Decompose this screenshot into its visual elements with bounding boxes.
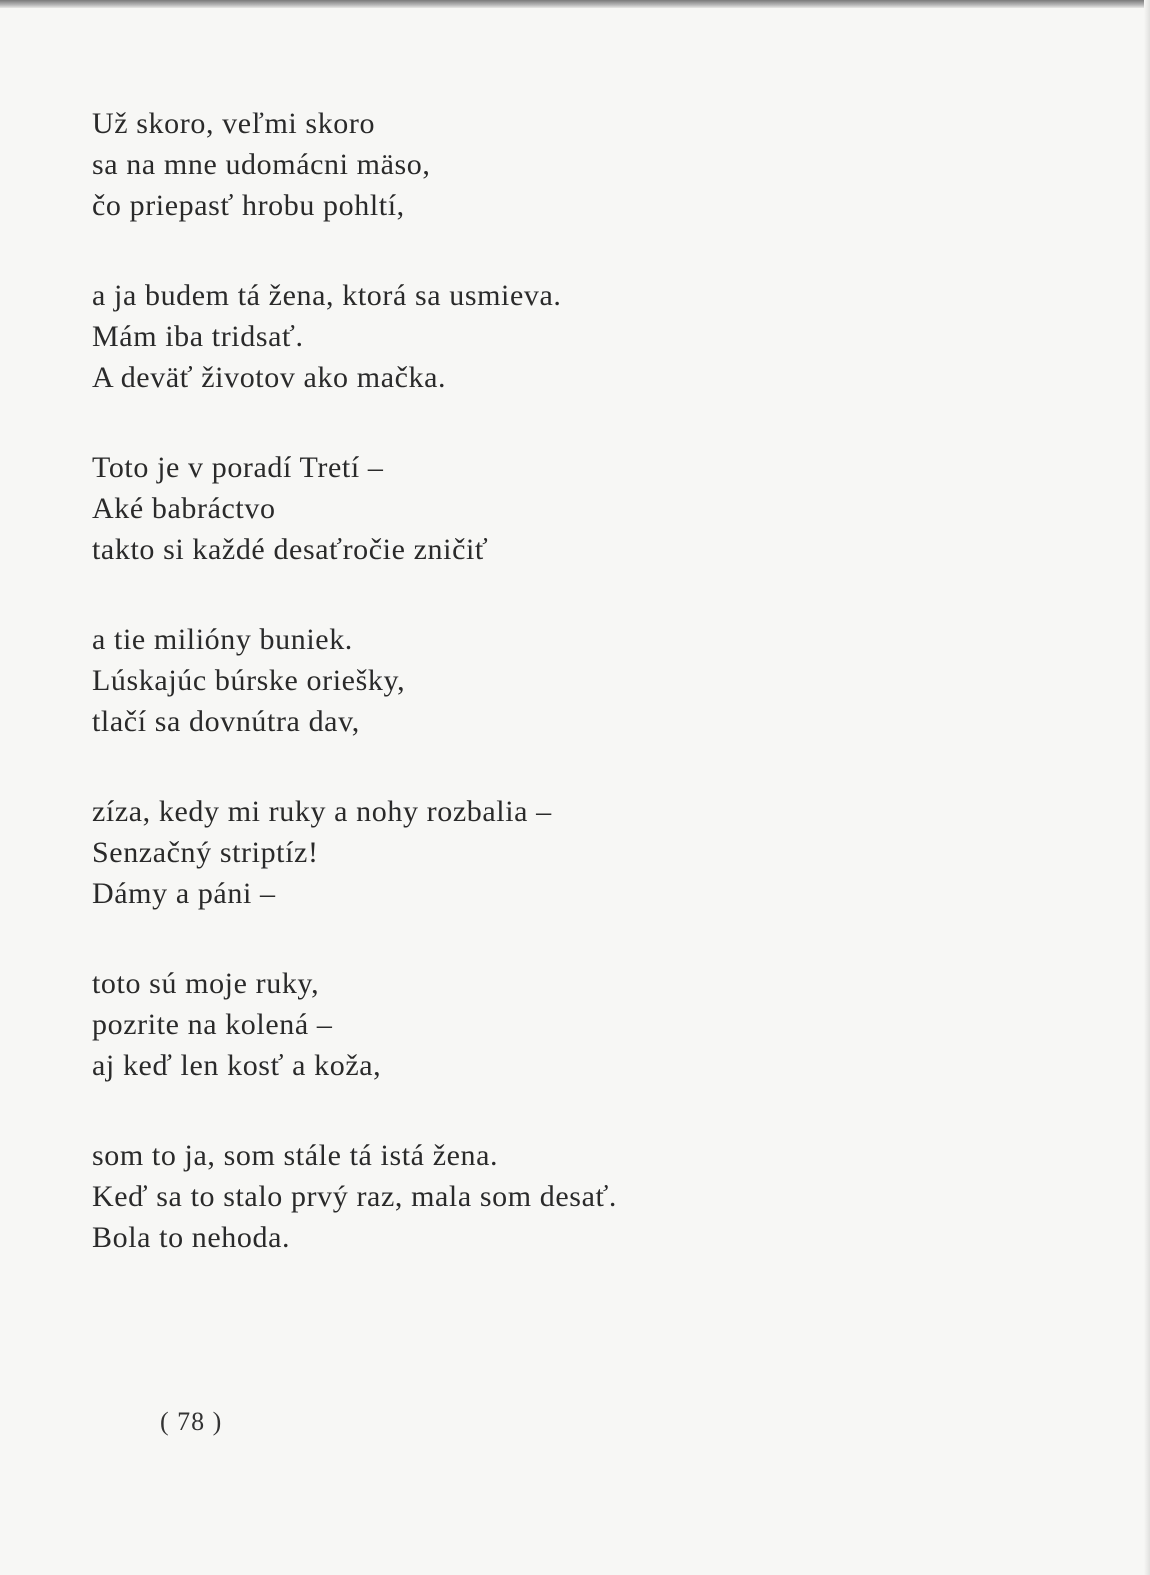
- poem-line: takto si každé desaťročie zničiť: [92, 533, 489, 566]
- poem-line: Senzačný striptíz!: [92, 836, 319, 869]
- poem-line: toto sú moje ruky,: [92, 967, 320, 1000]
- page-top-edge: [0, 0, 1150, 8]
- page-number: ( 78 ): [160, 1407, 223, 1436]
- poem-line: Toto je v poradí Tretí –: [92, 451, 384, 484]
- poem-line: Lúskajúc búrske oriešky,: [92, 664, 406, 697]
- poem-line: som to ja, som stále tá istá žena.: [92, 1139, 499, 1172]
- stanza-4: [92, 619, 992, 742]
- poem-line: Už skoro, veľmi skoro: [92, 107, 376, 140]
- stanza-3: [92, 447, 992, 570]
- poem-line: Bola to nehoda.: [92, 1221, 291, 1254]
- poem-text: [92, 103, 992, 1307]
- poem-line: Aké babráctvo: [92, 492, 276, 525]
- poem-line: aj keď len kosť a koža,: [92, 1049, 382, 1082]
- poem-line: sa na mne udomácni mäso,: [92, 148, 431, 181]
- poem-line: a tie milióny buniek.: [92, 623, 353, 656]
- poem-line: zíza, kedy mi ruky a nohy rozbalia –: [92, 795, 552, 828]
- poem-line: Mám iba tridsať.: [92, 320, 304, 353]
- stanza-1: [92, 103, 992, 226]
- poem-line: pozrite na kolená –: [92, 1008, 333, 1041]
- stanza-2: [92, 275, 992, 398]
- poem-line: tlačí sa dovnútra dav,: [92, 705, 360, 738]
- stanza-6: [92, 963, 992, 1086]
- stanza-5: [92, 791, 992, 914]
- poem-line: A deväť životov ako mačka.: [92, 361, 447, 394]
- poem-line: Keď sa to stalo prvý raz, mala som desať.: [92, 1180, 618, 1213]
- poem-line: a ja budem tá žena, ktorá sa usmieva.: [92, 279, 562, 312]
- page-right-edge: [1144, 0, 1150, 1575]
- poem-line: Dámy a páni –: [92, 877, 276, 910]
- poem-line: čo priepasť hrobu pohltí,: [92, 189, 405, 222]
- stanza-7: [92, 1135, 992, 1258]
